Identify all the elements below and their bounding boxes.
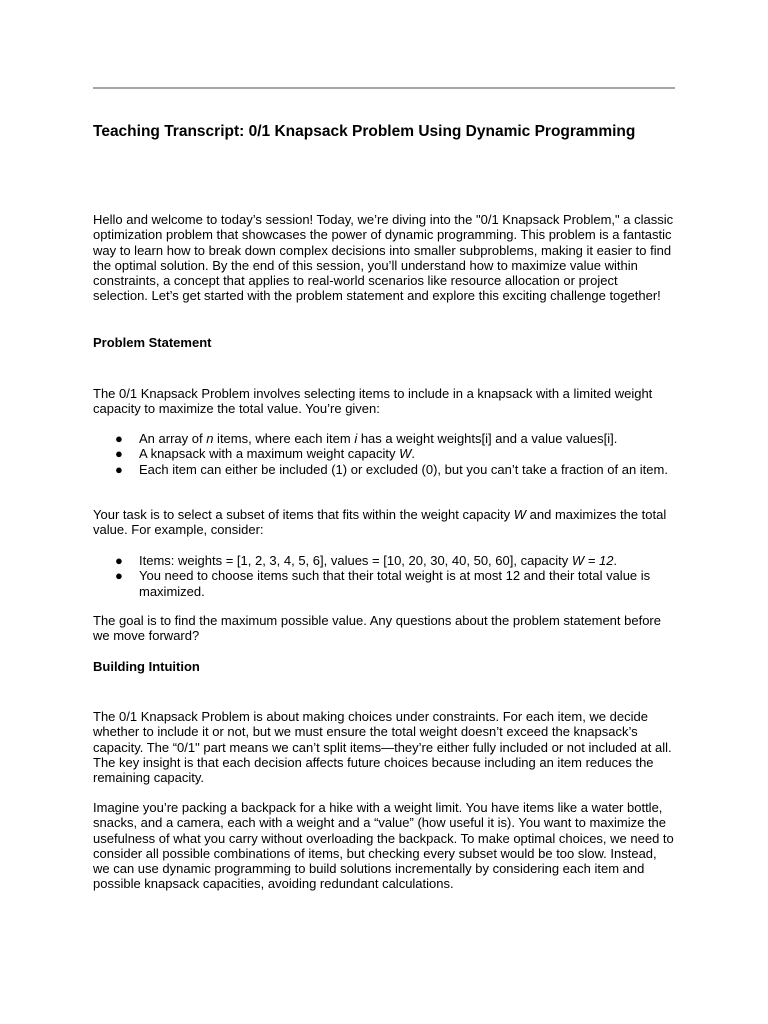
problem-paragraph-2: Your task is to select a subset of items that fits within the weight capacity W and maximizes the total value. For example, consider: <box>93 507 667 538</box>
list-item: ● A knapsack with a maximum weight capacity W. <box>115 446 416 462</box>
list-item: ● Items: weights = [1, 2, 3, 4, 5, 6], values = [10, 20, 30, 40, 50, 60], capacity W = 12. <box>115 553 618 568</box>
problem-paragraph-1: The 0/1 Knapsack Problem involves selecting items to include in a knapsack with a limited weight capacity to maximize the total value. You’re given: <box>93 386 653 417</box>
problem-statement-heading: Problem Statement <box>93 335 212 350</box>
intuition-paragraph-1: The 0/1 Knapsack Problem is about making choices under constraints. For each item, we decide whether to include it or not, but we must ensure the total weight doesn’t exceed the knapsack’s capacity. The “0/1" part means we can’t split items—they’re either fully included or not included at all. The key insight is that each decision affects future choices because including an item reduces the remaining capacity. <box>93 709 672 786</box>
intro-paragraph: Hello and welcome to today’s session! Today, we’re diving into the "0/1 Knapsack Problem," a classic optimization problem that showcases the power of dynamic programming. This problem is a fantastic way to learn how to break down complex decisions into smaller subproblems, making it easier to find the optimal solution. By the end of this session, you’ll understand how to maximize value within constraints, a concept that applies to real-world scenarios like resource allocation or project selection. Let’s get started with the problem statement and explore this exciting challenge together! <box>93 212 674 304</box>
intuition-paragraph-2: Imagine you’re packing a backpack for a hike with a weight limit. You have items like a water bottle, snacks, and a camera, each with a weight and a “value” (how useful it is). You want to maximize the usefulness of what you carry without overloading the backpack. To make optimal choices, we need to consider all possible combinations of items, but checking every subset would be too slow. Instead, we can use dynamic programming to build solutions incrementally by considering each item and possible knapsack capacities, avoiding redundant calculations. <box>93 800 674 892</box>
document-title: Teaching Transcript: 0/1 Knapsack Problem Using Dynamic Programming <box>93 123 636 140</box>
list-item: ● You need to choose items such that their total weight is at most 12 and their total value is maximized. <box>115 568 651 599</box>
header-rule <box>93 87 675 89</box>
bullet-icon: ● <box>115 568 123 584</box>
problem-bullet-list <box>93 431 675 477</box>
building-intuition-heading: Building Intuition <box>93 659 200 674</box>
list-item: ● Each item can either be included (1) or excluded (0), but you can’t take a fraction of an item. <box>115 461 668 477</box>
bullet-icon: ● <box>115 461 123 477</box>
list-item: ● An array of n items, where each item i has a weight weights[i] and a value values[i]. <box>115 431 618 446</box>
bullet-icon: ● <box>115 553 123 568</box>
problem-paragraph-3: The goal is to find the maximum possible value. Any questions about the problem statement before we move forward? <box>93 613 661 644</box>
bullet-icon: ● <box>115 446 123 462</box>
bullet-icon: ● <box>115 431 123 446</box>
example-bullet-list <box>93 553 675 599</box>
